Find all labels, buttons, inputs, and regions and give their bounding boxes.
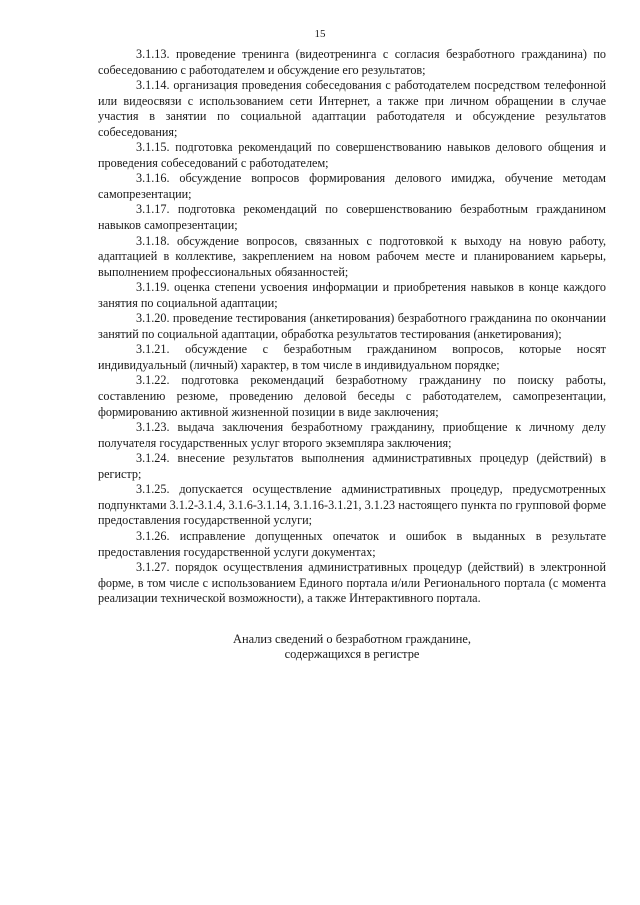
paragraph-3-1-27: 3.1.27. порядок осуществления административных процедур (действий) в электронной форме, в том числе с использованием Единого портала и/или Регионального портала (с момента реализации технической возможности), а также Интерактивного портала. [98,560,606,606]
section-heading [98,632,606,663]
paragraph-3-1-20: 3.1.20. проведение тестирования (анкетирования) безработного гражданина по окончании занятий по социальной адаптации, обработка результатов тестирования (анкетирования); [98,311,606,341]
paragraph-3-1-15: 3.1.15. подготовка рекомендаций по совершенствованию навыков делового общения и проведения собеседований с работодателем; [98,140,606,170]
paragraph-3-1-23: 3.1.23. выдача заключения безработному гражданину, приобщение к личному делу получателя государственных услуг второго экземпляра заключения; [98,420,606,450]
paragraph-3-1-25: 3.1.25. допускается осуществление административных процедур, предусмотренных подпунктами 3.1.2-3.1.4, 3.1.6-3.1.14, 3.1.16-3.1.21, 3.1.23 настоящего пункта по групповой форме предоставления государственной услуги; [98,482,606,528]
section-heading-line-2: содержащихся в регистре [284,647,420,662]
paragraph-3-1-26: 3.1.26. исправление допущенных опечаток и ошибок в выданных в результате предоставления государственной услуги документах; [98,528,606,559]
paragraph-3-1-18: 3.1.18. обсуждение вопросов, связанных с подготовкой к выходу на новую работу, адаптацией в коллективе, закреплением на новом рабочем месте и планированием карьеры, выполнением профессиональных обязанностей; [98,233,606,279]
paragraph-3-1-21: 3.1.21. обсуждение с безработным гражданином вопросов, которые носят индивидуальный (личный) характер, в том числе в индивидуальном порядке; [98,342,606,372]
document-body [98,47,606,663]
paragraph-3-1-13: 3.1.13. проведение тренинга (видеотренинга с согласия безработного гражданина) по собеседованию с работодателем и обсуждение его результатов; [98,47,606,77]
page-number: 15 [314,28,326,40]
paragraph-3-1-19: 3.1.19. оценка степени усвоения информации и приобретения навыков в конце каждого занятия по социальной адаптации; [98,280,606,310]
paragraph-3-1-24: 3.1.24. внесение результатов выполнения административных процедур (действий) в регистр; [98,451,606,481]
paragraph-3-1-14: 3.1.14. организация проведения собеседования с работодателем посредством телефонной или видеосвязи с использованием сети Интернет, а также при личном обращении в случае участия в занятии по социальной адаптации работодателя и обсуждение результатов собеседования; [98,78,606,139]
section-heading-line-1: Анализ сведений о безработном гражданине, [233,631,471,646]
paragraph-3-1-16: 3.1.16. обсуждение вопросов формирования делового имиджа, обучение методам самопрезентации; [98,171,606,201]
paragraph-3-1-22: 3.1.22. подготовка рекомендаций безработному гражданину по поиску работы, составлению резюме, проведению деловой беседы с работодателем, самопрезентации, формированию активной жизненной позиции в виде заключения; [98,373,606,419]
paragraph-3-1-17: 3.1.17. подготовка рекомендаций по совершенствованию безработным гражданином навыков самопрезентации; [98,202,606,233]
